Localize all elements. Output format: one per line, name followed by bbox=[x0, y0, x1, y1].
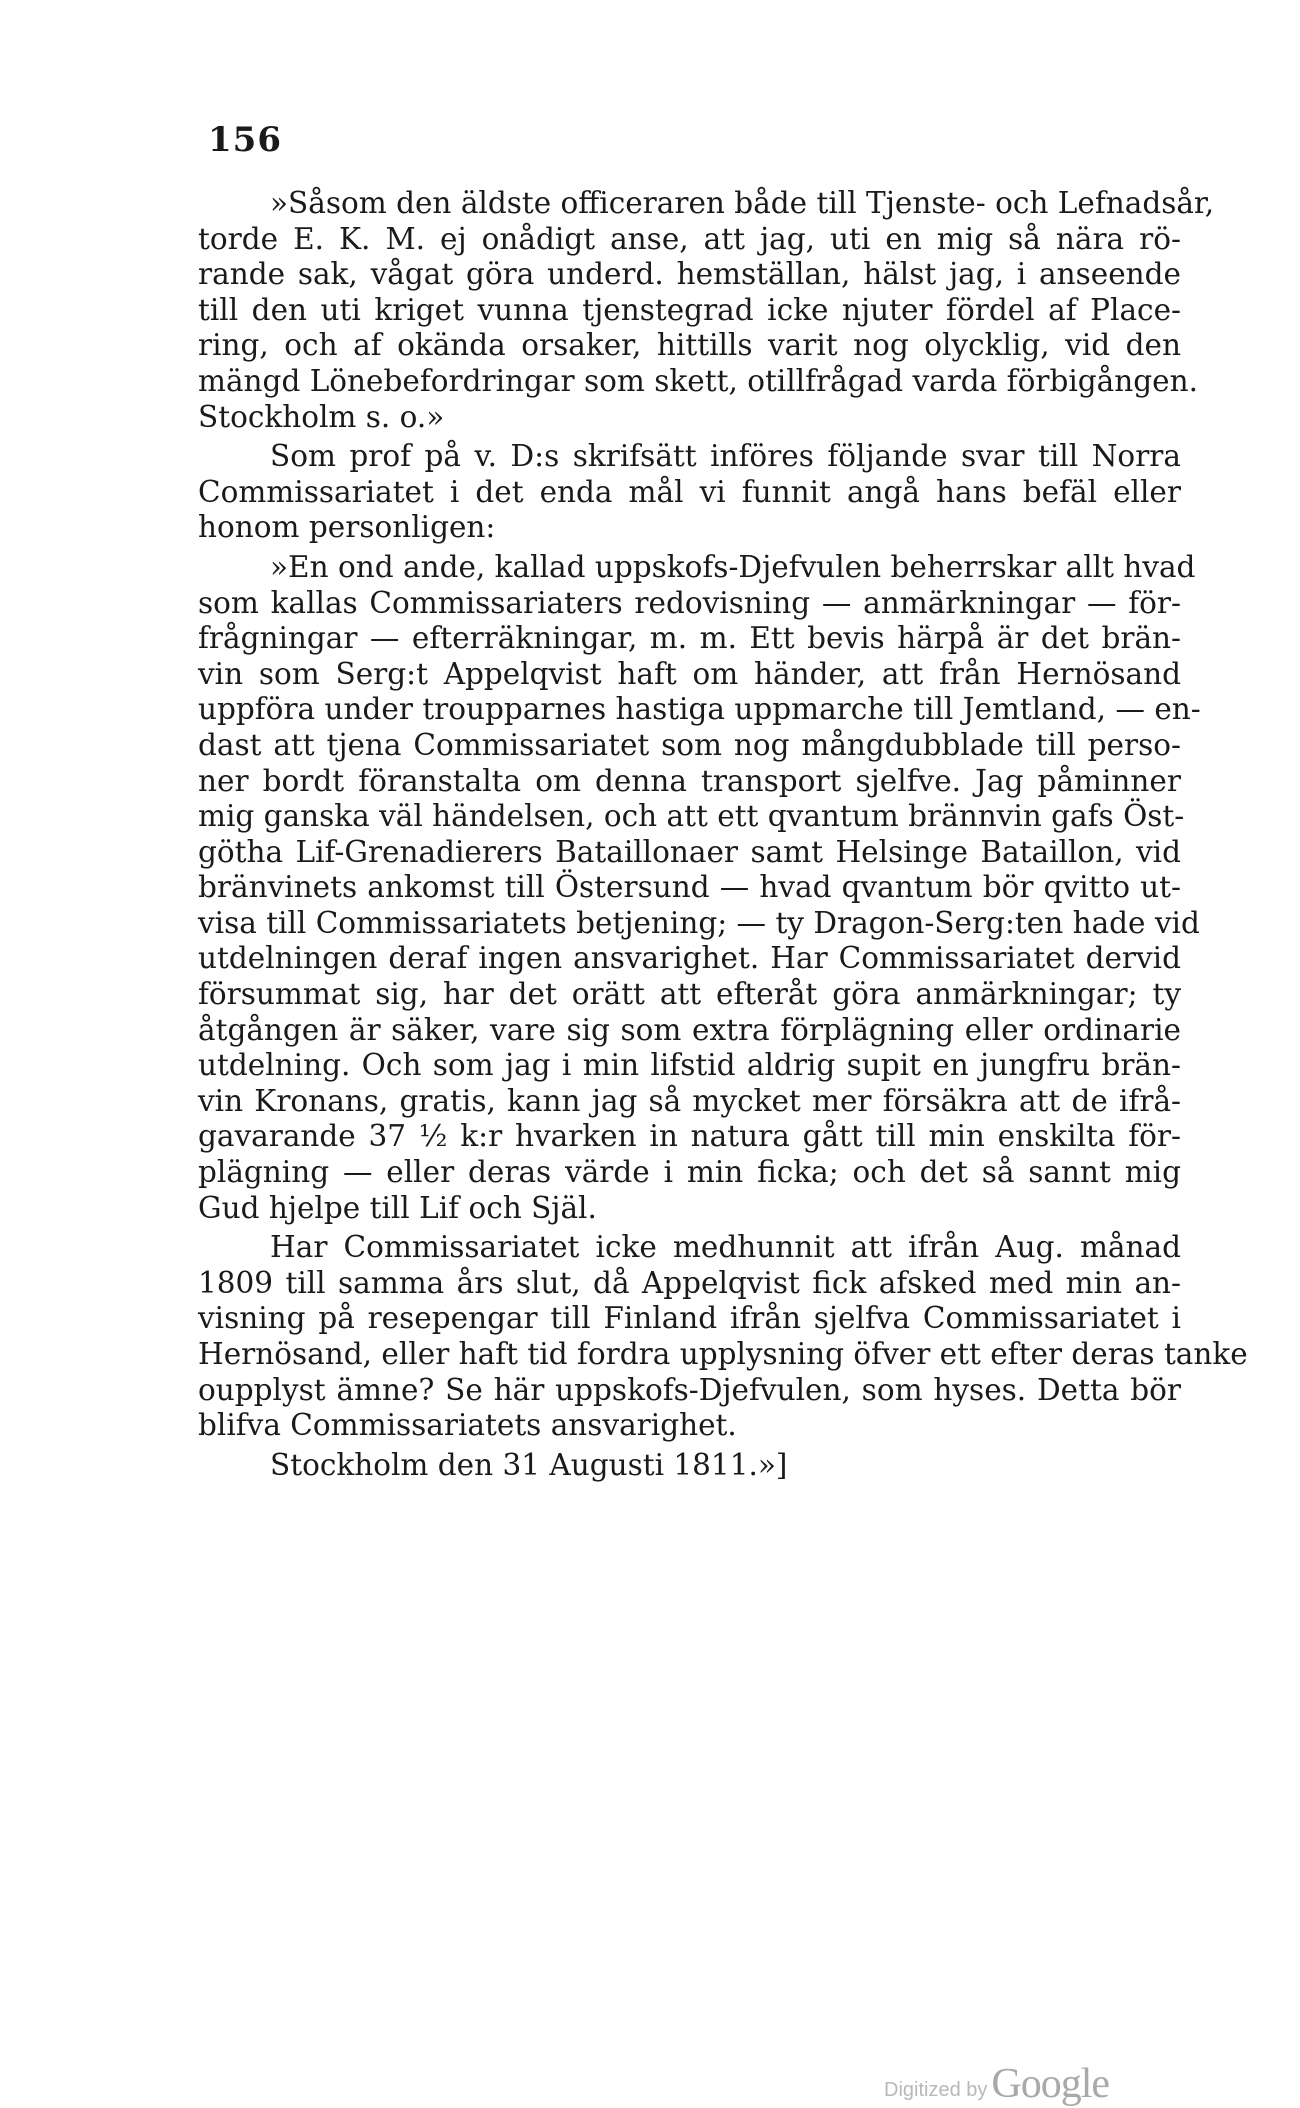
text-line: rande sak, vågat göra underd. hemställan, hälst jag, i anseende bbox=[198, 257, 1181, 292]
text-line: Hernösand, eller haft tid fordra upplysning öfver ett efter deras tanke bbox=[198, 1337, 1248, 1371]
text-line: utdelningen deraf ingen ansvarighet. Har Commissariatet dervid bbox=[198, 941, 1181, 976]
text-line: Gud hjelpe till Lif och Själ. bbox=[198, 1190, 597, 1225]
text-line: torde E. K. M. ej onådigt anse, att jag, uti en mig så nära rö- bbox=[198, 221, 1181, 256]
text-line: Stockholm s. o.» bbox=[198, 399, 445, 434]
paragraph-list bbox=[198, 186, 1248, 1444]
text-line: utdelning. Och som jag i min lifstid aldrig supit en jungfru brän- bbox=[198, 1048, 1181, 1083]
text-line: götha Lif-Grenadierers Bataillonaer samt Helsinge Bataillon, vid bbox=[198, 834, 1181, 869]
text-line: mängd Lönebefordringar som skett, otillfrågad varda förbigången. bbox=[198, 363, 1198, 398]
text-line: ring, och af okända orsaker, hittills varit nog olycklig, vid den bbox=[198, 328, 1181, 363]
text-line: plägning — eller deras värde i min ficka; och det så sannt mig bbox=[198, 1155, 1181, 1190]
text-line: visning på resepengar till Finland ifrån sjelfva Commissariatet i bbox=[198, 1301, 1181, 1336]
text-line: honom personligen: bbox=[198, 510, 496, 545]
watermark-prefix: Digitized by bbox=[884, 2079, 988, 2101]
paragraph-p2 bbox=[198, 439, 1181, 546]
body-text bbox=[198, 186, 1248, 1483]
text-line: »Såsom den äldste officeraren både till Tjenste- och Lefnadsår, bbox=[270, 186, 1215, 220]
text-line: 1809 till samma års slut, då Appelqvist fick afsked med min an- bbox=[198, 1265, 1181, 1300]
text-line: Commissariatet i det enda mål vi funnit angå hans befäl eller bbox=[198, 474, 1181, 509]
text-line: dast att tjena Commissariatet som nog mångdubblade till perso- bbox=[198, 727, 1181, 762]
text-line: åtgången är säker, vare sig som extra förplägning eller ordinarie bbox=[198, 1012, 1181, 1047]
text-line: uppföra under troupparnes hastiga uppmarche till Jemtland, — en- bbox=[198, 692, 1201, 727]
text-line: Har Commissariatet icke medhunnit att ifrån Aug. månad bbox=[270, 1230, 1181, 1265]
text-line: visa till Commissariatets betjening; — ty Dragon-Serg:ten hade vid bbox=[198, 905, 1200, 940]
text-line: mig ganska väl händelsen, och att ett qvantum brännvin gafs Öst- bbox=[198, 799, 1185, 834]
text-line: vin Kronans, gratis, kann jag så mycket mer försäkra att de ifrå- bbox=[198, 1083, 1181, 1118]
text-line: ner bordt föranstalta om denna transport sjelfve. Jag påminner bbox=[198, 763, 1181, 798]
text-line: frågningar — efterräkningar, m. m. Ett bevis härpå är det brän- bbox=[198, 621, 1181, 656]
text-line: »En ond ande, kallad uppskofs-Djefvulen beherrskar allt hvad bbox=[270, 549, 1196, 584]
paragraph-p1 bbox=[198, 186, 1215, 435]
text-line: oupplyst ämne? Se här uppskofs-Djefvulen, som hyses. Detta bör bbox=[198, 1372, 1181, 1407]
paragraph-p3 bbox=[198, 549, 1201, 1226]
page-number: 156 bbox=[208, 120, 282, 160]
text-line: som kallas Commissariaters redovisning — anmärkningar — för- bbox=[198, 585, 1181, 620]
google-logo: Google bbox=[991, 2061, 1110, 2107]
text-line: blifva Commissariatets ansvarighet. bbox=[198, 1408, 737, 1443]
text-line: vin som Serg:t Appelqvist haft om händer, att från Hernösand bbox=[198, 656, 1181, 691]
text-line: Som prof på v. D:s skrifsätt införes följande svar till Norra bbox=[270, 439, 1181, 474]
signature-line: Stockholm den 31 Augusti 1811.»] bbox=[270, 1447, 788, 1482]
text-line: försummat sig, har det orätt att efteråt göra anmärkningar; ty bbox=[198, 977, 1181, 1012]
text-line: till den uti kriget vunna tjenstegrad icke njuter fördel af Place- bbox=[198, 292, 1181, 327]
text-line: bränvinets ankomst till Östersund — hvad qvantum bör qvitto ut- bbox=[198, 870, 1181, 905]
text-line: gavarande 37 ½ k:r hvarken in natura gått till min enskilta för- bbox=[198, 1119, 1181, 1154]
digitized-watermark bbox=[884, 2061, 1110, 2108]
paragraph-p4 bbox=[198, 1230, 1248, 1444]
